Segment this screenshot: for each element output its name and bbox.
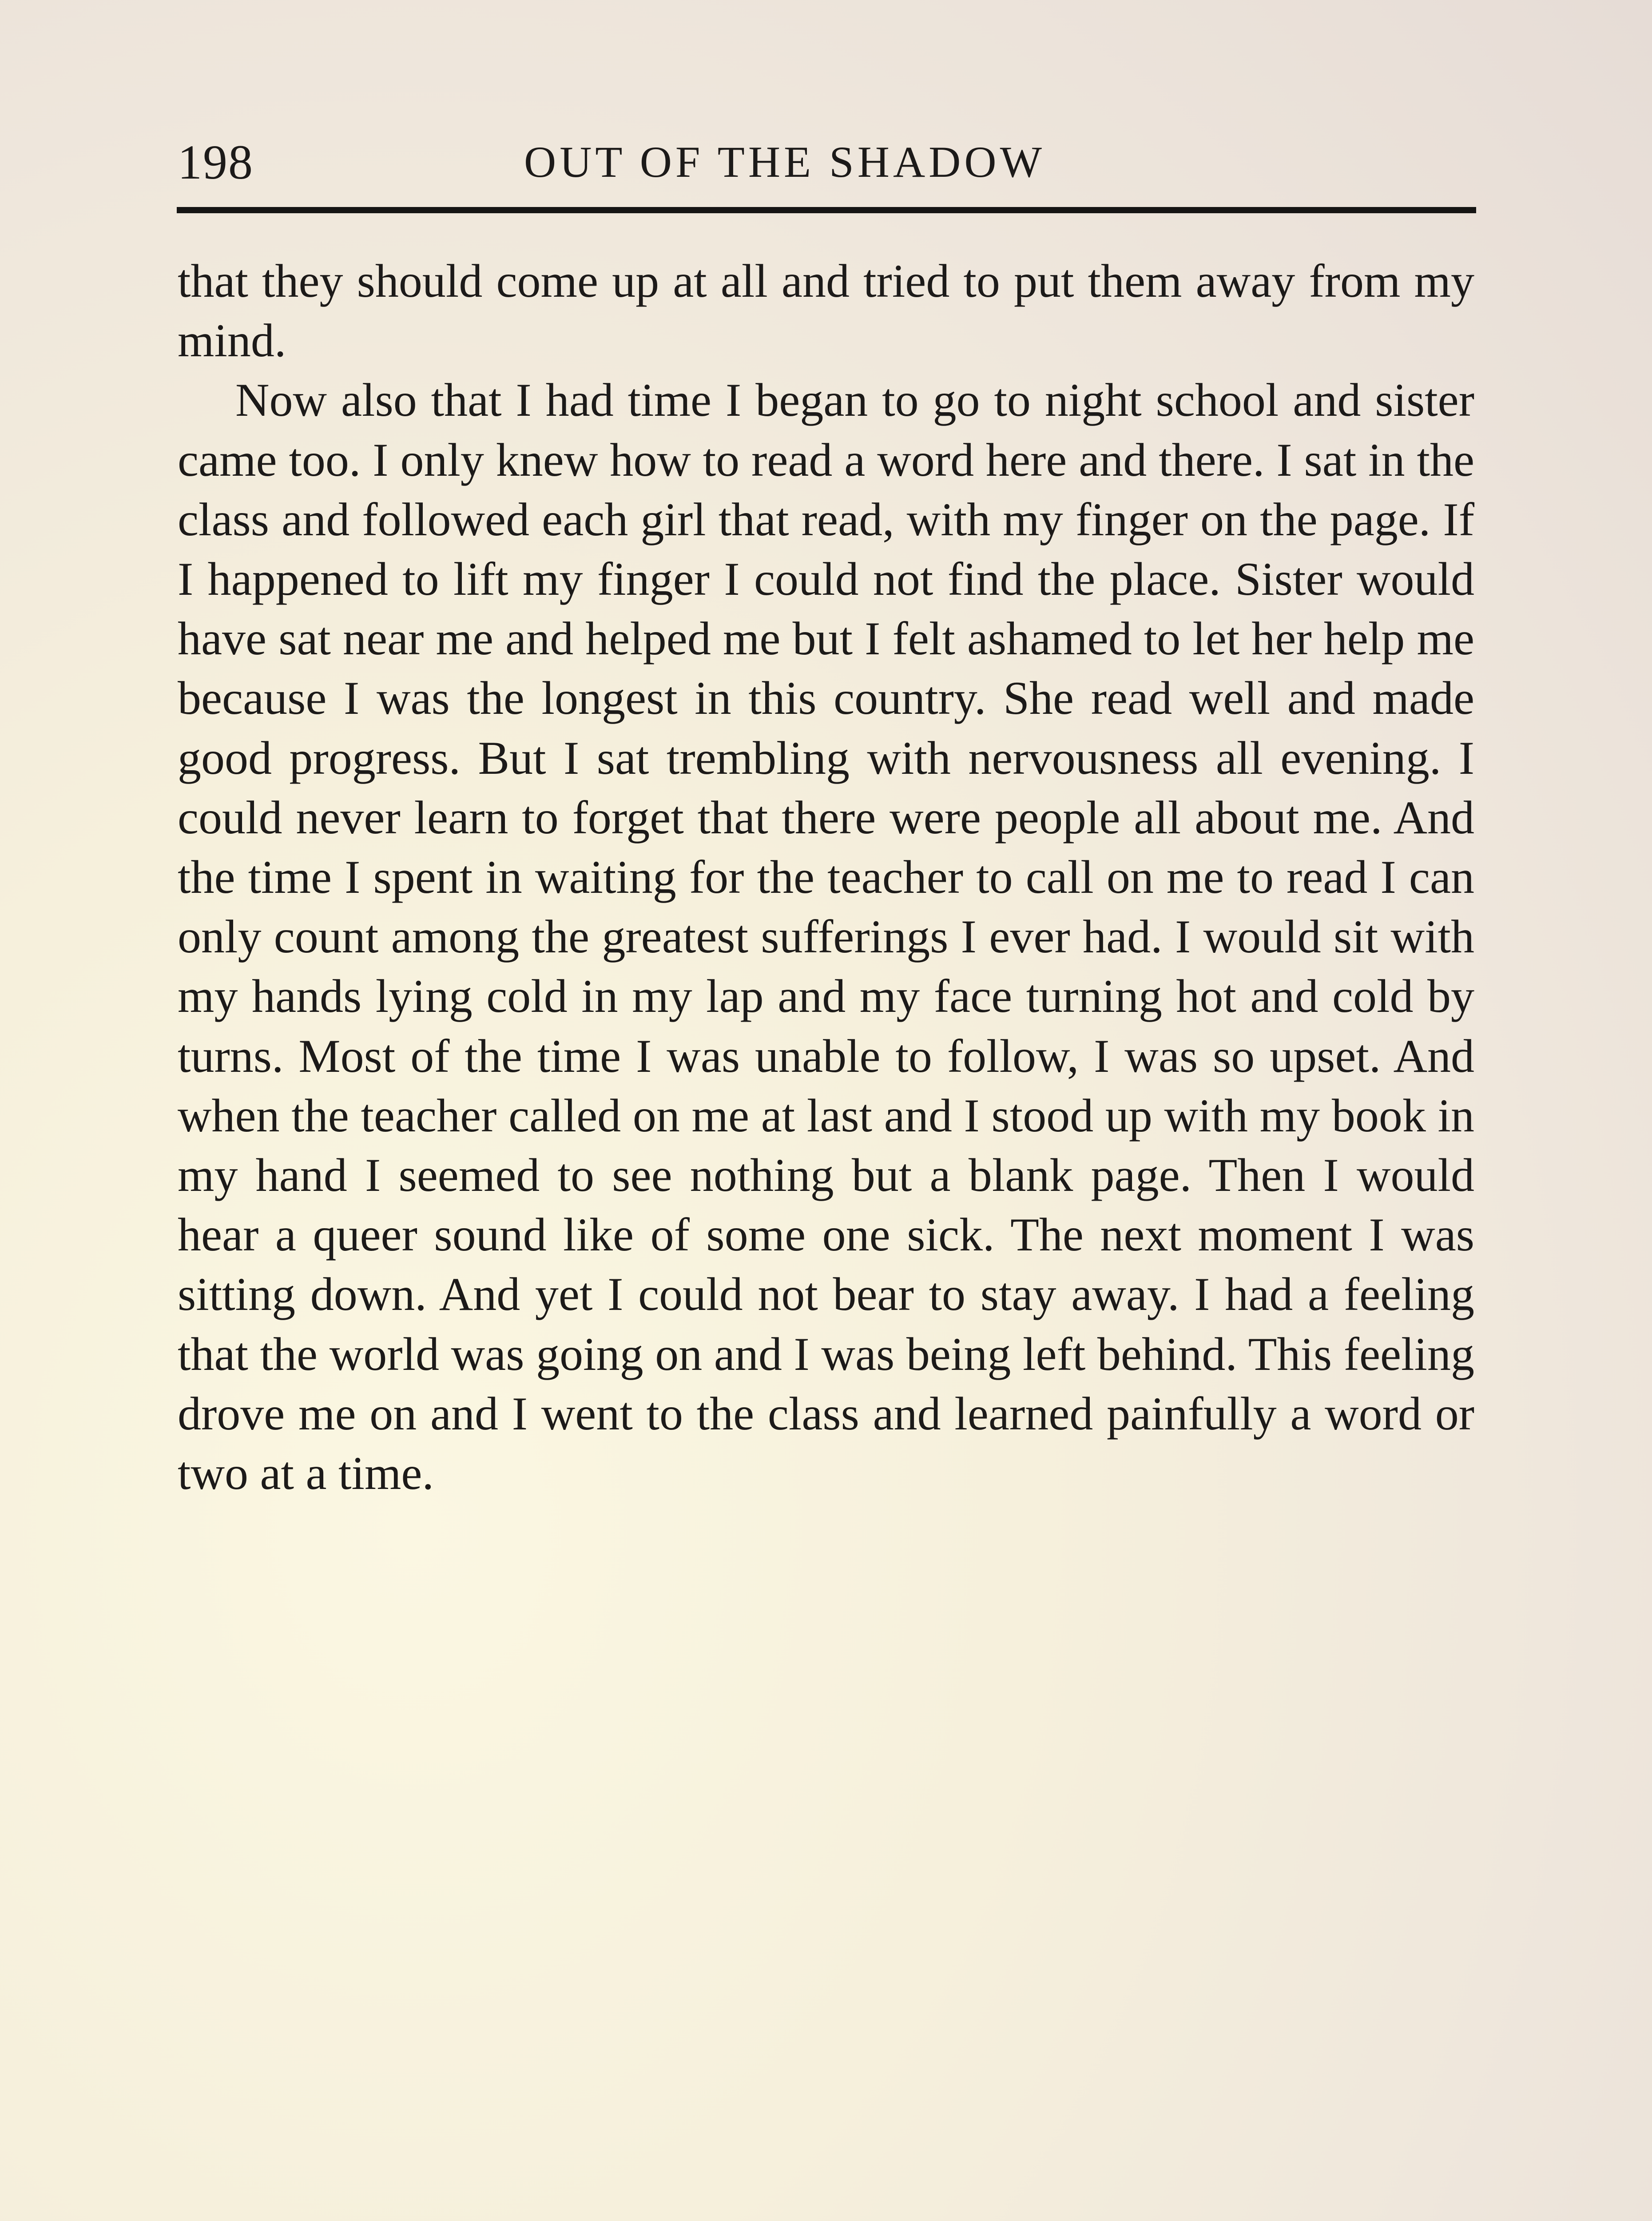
page-header	[178, 133, 1474, 191]
body-text	[178, 251, 1474, 1503]
page-number: 198	[178, 135, 254, 189]
header-rule	[177, 207, 1476, 213]
running-head: OUT OF THE SHADOW	[524, 137, 1045, 187]
paragraph: Now also that I had time I began to go to night school and sister came too. I only knew how to read a word here and there. I sat in the class and followed each girl that read, with my finger on the page. If I happened to lift my finger I could not find the place. Sister would have sat near me and helped me but I felt ashamed to let her help me because I was the longest in this country. She read well and made good progress. But I sat trembling with nervousness all evening. I could never learn to forget that there were people all about me. And the time I spent in waiting for the teacher to call on me to read I can only count among the greatest sufferings I ever had. I would sit with my hands lying cold in my lap and my face turning hot and cold by turns. Most of the time I was unable to follow, I was so upset. And when the teacher called on me at last and I stood up with my book in my hand I seemed to see nothing but a blank page. Then I would hear a queer sound like of some one sick. The next moment I was sitting down. And yet I could not bear to stay away. I had a feeling that the world was going on and I was being left behind. This feeling drove me on and I went to the class and learned painfully a word or two at a time.	[178, 374, 1474, 1500]
paragraph: that they should come up at all and tried to put them away from my mind.	[178, 255, 1474, 367]
